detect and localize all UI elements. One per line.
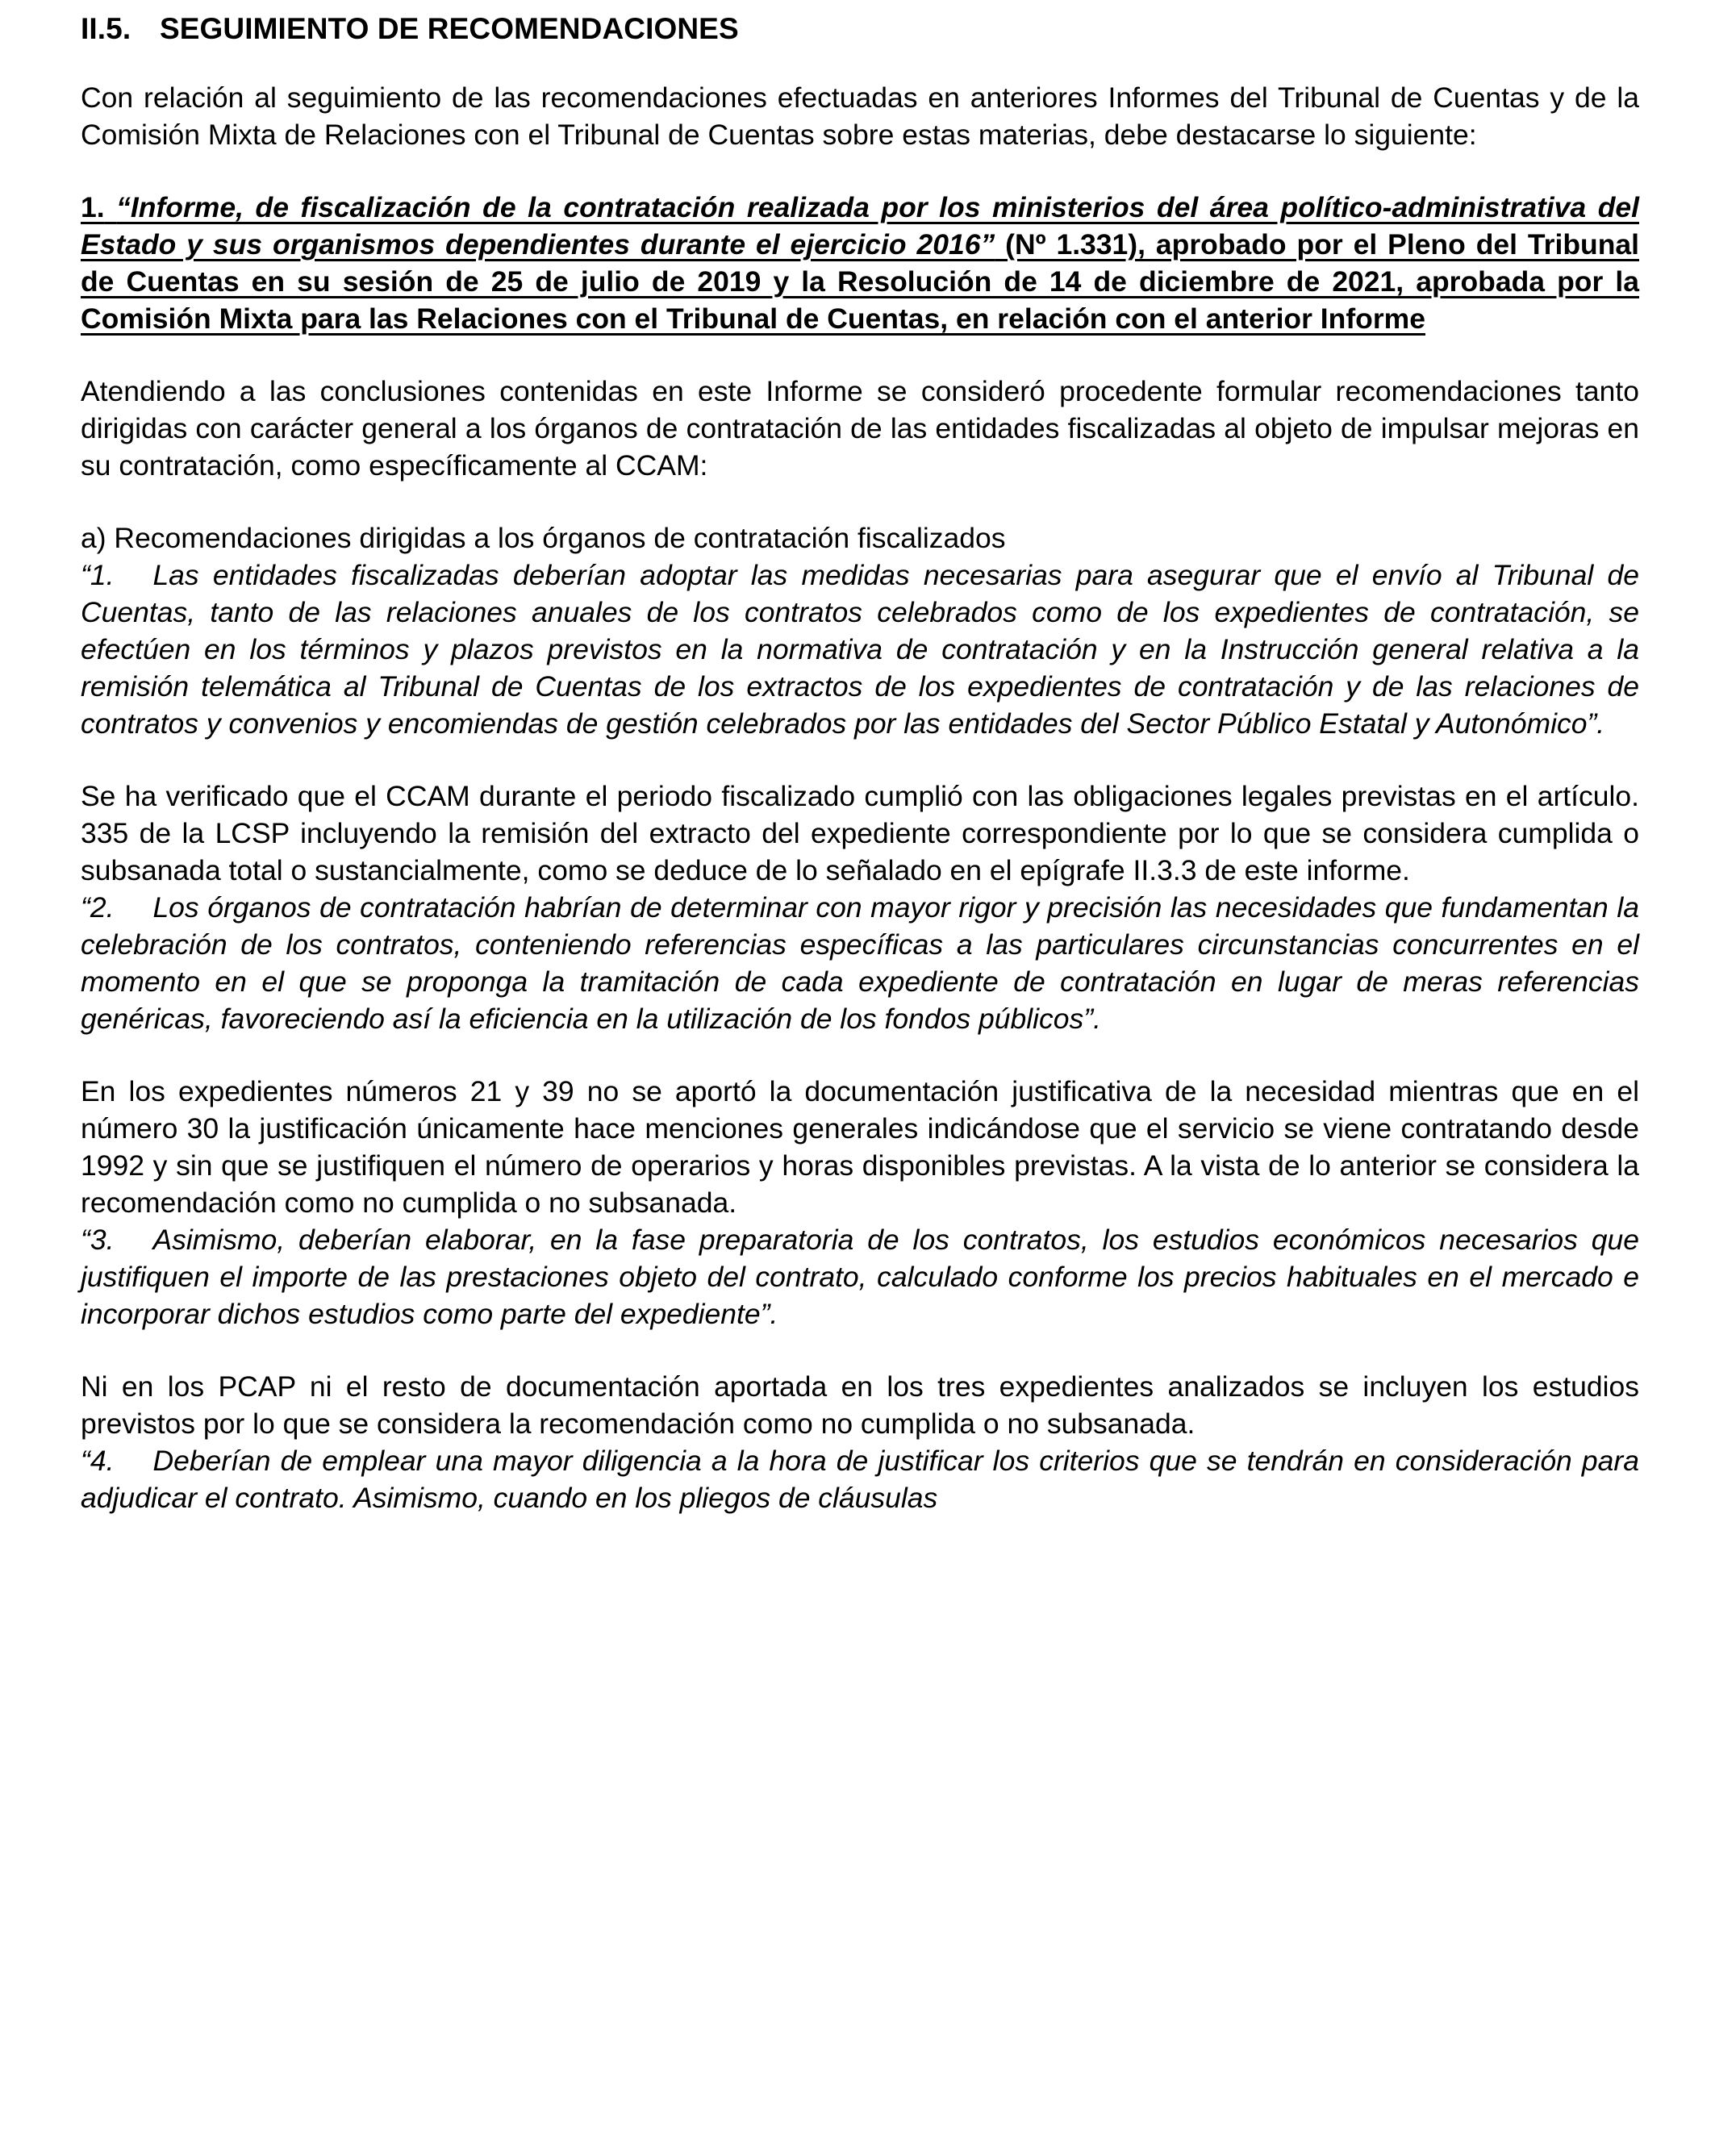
recommendation-1-quote xyxy=(81,557,1639,742)
recommendation-3-text: Asimismo, deberían elaborar, en la fase preparatoria de los contratos, los estudios económicos necesarios que justifiquen el importe de las prestaciones objeto del contrato, calculado conforme los precios habituales en el mercado e incorporar dichos estudios como parte del expediente”. xyxy=(81,1223,1639,1330)
recommendation-4-marker: “4. xyxy=(81,1444,115,1477)
highlighted-reference-paragraph xyxy=(81,189,1639,337)
recommendation-2-text: Los órganos de contratación habrían de determinar con mayor rigor y precisión las necesidades que fundamentan la celebración de los contratos, conteniendo referencias específicas a las particulares circunstancias concurrentes en el momento en el que se proponga la tramitación de cada expediente de contratación en lugar de meras referencias genéricas, favoreciendo así la eficiencia en la utilización de los fondos públicos”. xyxy=(81,890,1639,1035)
recommendation-2-assessment: En los expedientes números 21 y 39 no se aportó la documentación justificativa de la necesidad mientras que en el número 30 la justificación únicamente hace menciones generales indicándose que el servicio se viene contratando desde 1992 y sin que se justifiquen el número de operarios y horas disponibles previstas. A la vista de lo anterior se considera la recomendación como no cumplida o no subsanada. xyxy=(81,1074,1639,1219)
reference-upright-detail: (Nº 1.331), aprobado por el Pleno del Tribunal de Cuentas en su sesión de 25 de julio de 2019 y la Resolución de 14 de diciembre de 2021, aprobada por la Comisión Mixta para las Relaciones con el Tribunal de Cuentas, en relación con el anterior Informe xyxy=(81,227,1639,335)
page-title xyxy=(81,11,1639,47)
page-content xyxy=(81,11,1639,1516)
intro-paragraph: Con relación al seguimiento de las recomendaciones efectuadas en anteriores Informes del Tribunal de Cuentas y de la Comisión Mixta de Relaciones con el Tribunal de Cuentas sobre estas materias, debe destacarse lo siguiente: xyxy=(81,81,1639,151)
recommendation-1-marker: “1. xyxy=(81,558,115,591)
recommendation-3-assessment: Ni en los PCAP ni el resto de documentación aportada en los tres expedientes analizados se incluyen los estudios previstos por lo que se considera la recomendación como no cumplida o no subsanada. xyxy=(81,1370,1639,1440)
subsection-a-heading: a) Recomendaciones dirigidas a los órganos de contratación fiscalizados xyxy=(81,521,1006,554)
paragraph-atendiendo: Atendiendo a las conclusiones contenidas en este Informe se consideró procedente formular recomendaciones tanto dirigidas con carácter general a los órganos de contratación de las entidades fiscalizadas al objeto de impulsar mejoras en su contratación, como específicamente al CCAM: xyxy=(81,374,1639,482)
section-title-text: SEGUIMIENTO DE RECOMENDACIONES xyxy=(160,12,739,45)
recommendation-1-text: Las entidades fiscalizadas deberían adoptar las medidas necesarias para asegurar que el envío al Tribunal de Cuentas, tanto de las relaciones anuales de los contratos celebrados como de los expedientes de contratación, se efectúen en los términos y plazos previstos en la normativa de contratación y en la Instrucción general relativa a la remisión telemática al Tribunal de Cuentas de los extractos de los expedientes de contratación y de las relaciones de contratos y convenios y encomiendas de gestión celebrados por las entidades del Sector Público Estatal y Autonómico”. xyxy=(81,558,1639,740)
recommendation-3-marker: “3. xyxy=(81,1223,115,1256)
recommendation-3-quote xyxy=(81,1221,1639,1332)
reference-italic-title: “Informe, de fiscalización de la contratación realizada por los ministerios del área político-administrativa del Estado y sus organismos dependientes durante el ejercicio 2016” xyxy=(81,190,1639,261)
reference-item-number: 1. xyxy=(81,190,105,223)
recommendation-2-marker: “2. xyxy=(81,890,115,924)
recommendation-2-quote xyxy=(81,889,1639,1037)
recommendation-4-quote xyxy=(81,1442,1639,1516)
section-number: II.5. xyxy=(81,12,131,45)
recommendation-4-text: Deberían de emplear una mayor diligencia a la hora de justificar los criterios que se tendrán en consideración para adjudicar el contrato. Asimismo, cuando en los pliegos de cláusulas xyxy=(81,1444,1639,1514)
recommendation-1-assessment: Se ha verificado que el CCAM durante el periodo fiscalizado cumplió con las obligaciones legales previstas en el artículo. 335 de la LCSP incluyendo la remisión del extracto del expediente correspondiente por lo que se considera cumplida o subsanada total o sustancialmente, como se deduce de lo señalado en el epígrafe II.3.3 de este informe. xyxy=(81,779,1639,886)
